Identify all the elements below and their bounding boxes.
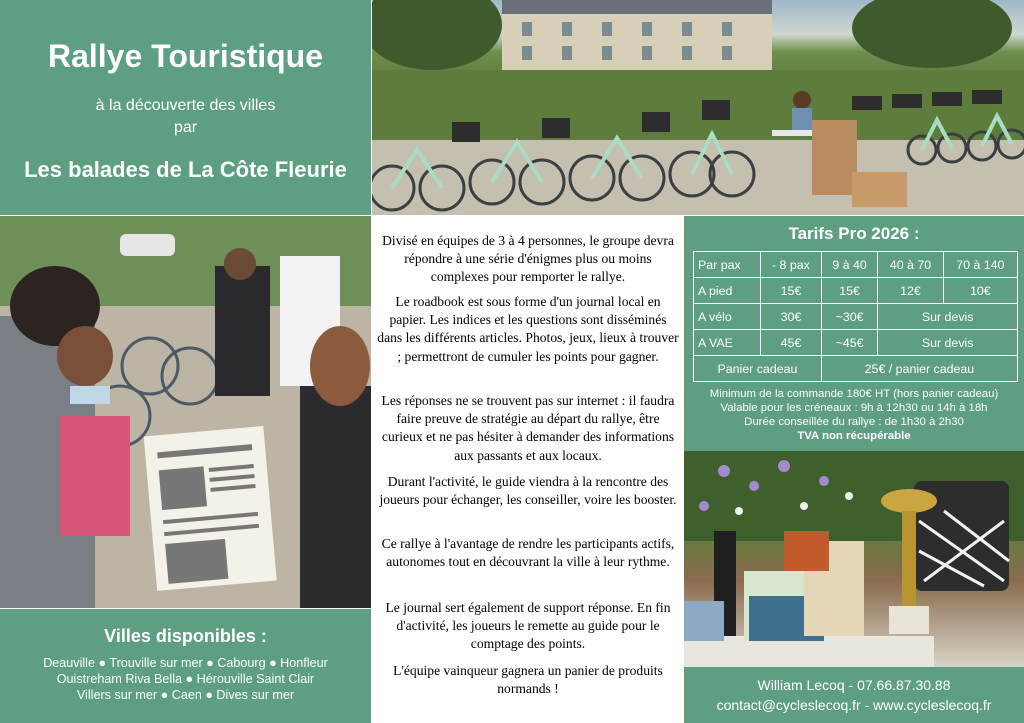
tarif-header-cell: - 8 pax	[761, 252, 822, 278]
bicycles-photo	[372, 0, 1024, 215]
contact-name-phone: William Lecoq - 07.66.87.30.88	[757, 677, 951, 693]
tarif-header-row	[694, 252, 1018, 278]
main-title: Rallye Touristique	[47, 38, 323, 74]
contact-panel	[684, 667, 1024, 723]
tarif-cell: 10€	[943, 278, 1017, 304]
tarif-cell: Panier cadeau	[694, 356, 822, 382]
players-photo	[0, 216, 371, 608]
tarif-row	[694, 330, 1018, 356]
tarif-cell: 15€	[821, 278, 877, 304]
tarif-note: Durée conseillée du rallye : de 1h30 à 2h30	[744, 416, 964, 428]
gift-basket-photo	[684, 451, 1024, 667]
villes-title: Villes disponibles :	[104, 626, 267, 646]
tarif-header-cell: 9 à 40	[821, 252, 877, 278]
villes-line: Villers sur mer ● Caen ● Dives sur mer	[76, 688, 295, 702]
villes-line: Deauville ● Trouville sur mer ● Cabourg ● Honfleur	[43, 656, 328, 670]
description-paragraph-3: Les réponses ne se trouvent pas sur internet : il faudra faire preuve de stratégie au départ du rallye, être curieux et ne pas hésiter à demander des informations aux passants et aux locaux.	[381, 393, 675, 463]
tarif-cell: ~45€	[821, 330, 877, 356]
description-paragraph-5: Ce rallye à l'avantage de rendre les participants actifs, autonomes tout en découvrant la ville à leur rythme.	[381, 536, 675, 570]
tva-note: TVA non récupérable	[797, 430, 911, 442]
villes-line: Ouistreham Riva Bella ● Hérouville Saint Clair	[56, 672, 315, 686]
organizer-title: Les balades de La Côte Fleurie	[24, 157, 347, 182]
tarif-cell: 25€ / panier cadeau	[821, 356, 1017, 382]
tarif-cell: 45€	[761, 330, 822, 356]
subtitle-par: par	[173, 119, 198, 136]
subtitle-line: à la découverte des villes	[95, 97, 276, 114]
description-paragraph-2: Le roadbook est sous forme d'un journal local en papier. Les indices et les questions sont disséminés dans les différents articles. Photos, jeux, lieux à trouver ; permettront de cumuler les points pour gagner.	[377, 294, 679, 364]
tarif-row	[694, 304, 1018, 330]
contact-email-website[interactable]: contact@cycleslecoq.fr - www.cycleslecoq.fr	[716, 697, 992, 713]
tarif-header-cell: 70 à 140	[943, 252, 1017, 278]
villes-panel	[0, 609, 371, 723]
tarifs-title: Tarifs Pro 2026 :	[788, 224, 920, 243]
tarif-row	[694, 356, 1018, 382]
tarif-cell: A VAE	[694, 330, 761, 356]
description-paragraph-6: Le journal sert également de support réponse. En fin d'activité, les joueurs le remette au guide pour le comptage des points.	[385, 600, 671, 652]
description-panel	[372, 216, 684, 723]
tarif-header-cell: Par pax	[694, 252, 761, 278]
tarif-cell: Sur devis	[878, 330, 1018, 356]
players-illustration	[0, 216, 371, 608]
bicycles-illustration	[372, 0, 1024, 215]
title-panel	[0, 0, 371, 215]
tarif-cell: Sur devis	[878, 304, 1018, 330]
tarif-cell: A vélo	[694, 304, 761, 330]
tarif-cell: 15€	[761, 278, 822, 304]
tarif-header-cell: 40 à 70	[878, 252, 943, 278]
tarif-table	[693, 251, 1018, 382]
description-paragraph-1: Divisé en équipes de 3 à 4 personnes, le groupe devra répondre à une série d'énigmes plus ou moins complexes pour remporter le rallye.	[382, 233, 674, 285]
tarif-cell: A pied	[694, 278, 761, 304]
tarif-note: Valable pour les créneaux : 9h à 12h30 ou 14h à 18h	[720, 402, 988, 414]
tarif-cell: 12€	[878, 278, 943, 304]
tarif-row	[694, 278, 1018, 304]
tarif-cell: ~30€	[821, 304, 877, 330]
description-paragraph-4: Durant l'activité, le guide viendra à la rencontre des joueurs pour échanger, les conseiller, voire les booster.	[379, 474, 677, 508]
tarif-note: Minimum de la commande 180€ HT (hors panier cadeau)	[709, 388, 999, 400]
description-paragraph-7: L'équipe vainqueur gagnera un panier de produits normands !	[393, 663, 663, 697]
gift-basket-illustration	[684, 451, 1024, 667]
tarif-cell: 30€	[761, 304, 822, 330]
